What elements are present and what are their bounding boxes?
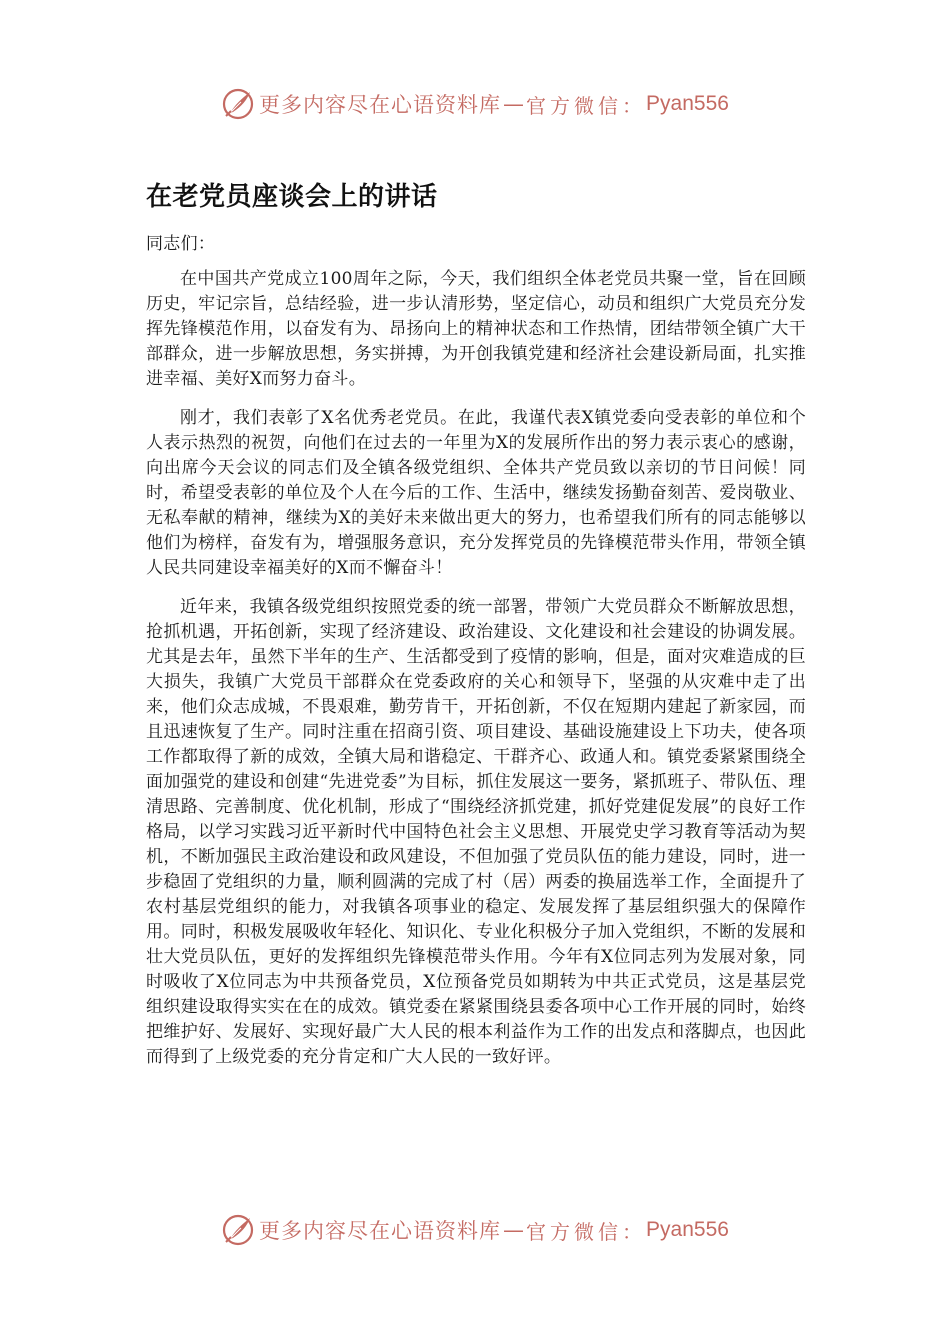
banner-separator: —: [503, 92, 525, 116]
banner-wechat-label: 官方微信：: [526, 1219, 647, 1244]
banner-separator: —: [503, 1218, 525, 1242]
header-watermark-banner: [0, 82, 950, 126]
banner-wechat-label: 官方微信：: [526, 93, 647, 118]
salutation: 同志们：: [146, 234, 216, 254]
banner-text: 更多内容尽在心语资料库: [259, 1219, 502, 1243]
document-body: [146, 232, 806, 1084]
footer-watermark-banner: [0, 1208, 950, 1252]
banner-wechat-id: Pyan556: [646, 1218, 729, 1241]
paragraph: 刚才，我们表彰了X名优秀老党员。在此，我谨代表X镇党委向受表彰的单位和个人表示热烈的祝贺，向他们在过去的一年里为X的发展所作出的努力表示衷心的感谢，向出席今天会议的同志们及全镇各级党组织、全体共产党员致以亲切的节日问候！同时，希望受表彰的单位及个人在今后的工作、生活中，继续发扬勤奋刻苦、爱岗敬业、无私奉献的精神，继续为X的美好未来做出更大的努力，也希望我们所有的同志能够以他们为榜样，奋发有为，增强服务意识，充分发挥党员的先锋模范带头作用，带领全镇人民共同建设幸福美好的X而不懈奋斗！: [146, 408, 806, 578]
paragraph: 近年来，我镇各级党组织按照党委的统一部署，带领广大党员群众不断解放思想，抢抓机遇，开拓创新，实现了经济建设、政治建设、文化建设和社会建设的协调发展。尤其是去年，虽然下半年的生产、生活都受到了疫情的影响，但是，面对灾难造成的巨大损失，我镇广大党员干部群众在党委政府的关心和领导下，坚强的从灾难中走了出来，他们众志成城，不畏艰难，勤劳肯干，开拓创新，不仅在短期内建起了新家园，而且迅速恢复了生产。同时注重在招商引资、项目建设、基础设施建设上下功夫，使各项工作都取得了新的成效，全镇大局和谐稳定、干群齐心、政通人和。镇党委紧紧围绕全面加强党的建设和创建“先进党委”为目标，抓住发展这一要务，紧抓班子、带队伍、理清思路、完善制度、优化机制，形成了“围绕经济抓党建，抓好党建促发展”的良好工作格局，以学习实践习近平新时代中国特色社会主义思想、开展党史学习教育等活动为契机，不断加强民主政治建设和政风建设，不但加强了党员队伍的能力建设，同时，进一步稳固了党组织的力量，顺利圆满的完成了村（居）两委的换届选举工作，全面提升了农村基层党组织的能力，对我镇各项事业的稳定、发展发挥了基层组织强大的保障作用。同时，积极发展吸收年轻化、知识化、专业化积极分子加入党组织，不断的发展和壮大党员队伍，更好的发挥组织先锋模范带头作用。今年有X位同志列为发展对象，同时吸收了X位同志为中共预备党员，X位预备党员如期转为中共正式党员，这是基层党组织建设取得实实在在的成效。镇党委在紧紧围绕县委各项中心工作开展的同时，始终把维护好、发展好、实现好最广大人民的根本利益作为工作的出发点和落脚点，也因此而得到了上级党委的充分肯定和广大人民的一致好评。: [146, 597, 806, 1067]
feather-pen-logo-icon: [221, 1213, 255, 1247]
paragraph: 在中国共产党成立100周年之际，今天，我们组织全体老党员共聚一堂，旨在回顾历史，牢记宗旨，总结经验，进一步认清形势，坚定信心，动员和组织广大党员充分发挥先锋模范作用，以奋发有为、昂扬向上的精神状态和工作热情，团结带领全镇广大干部群众，进一步解放思想，务实拼搏，为开创我镇党建和经济社会建设新局面，扎实推进幸福、美好X而努力奋斗。: [146, 269, 806, 389]
banner-wechat-id: Pyan556: [646, 92, 729, 115]
document-title: 在老党员座谈会上的讲话: [146, 182, 438, 212]
banner-text: 更多内容尽在心语资料库: [259, 93, 502, 117]
feather-pen-logo-icon: [221, 87, 255, 121]
